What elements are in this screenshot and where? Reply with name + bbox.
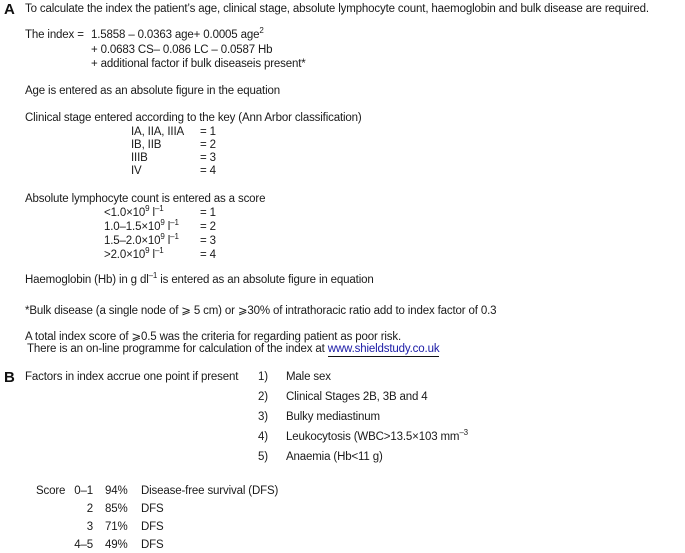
online-programme-text: There is an on-line programme for calculation of the index at [27,343,325,355]
dfs-label: DFS [141,503,164,515]
lymphocyte-score: = 4 [200,249,216,261]
stage-row-value: = 2 [200,139,216,151]
lymphocyte-score: = 3 [200,235,216,247]
lymphocyte-heading: Absolute lymphocyte count is entered as a score [25,193,266,205]
stage-row-value: = 3 [200,152,216,164]
stage-row-label: IV [131,165,142,177]
dfs-label: DFS [141,521,164,533]
stage-row-label: IB, IIB [131,139,162,151]
score-prefix: Score [36,485,66,497]
stage-row-label: IIIB [131,152,148,164]
age-note: Age is entered as an absolute figure in the equation [25,85,280,97]
stage-row-label: IA, IIA, IIIA [131,126,185,138]
formula-line-1 [91,26,264,41]
dfs-percent: 49% [105,539,128,551]
panel-a-label: A [4,1,15,18]
factor-text: Male sex [286,371,331,383]
lymphocyte-range: $1.0-1.5\times 10^9$ $l^{-1}$ [104,218,179,233]
shieldstudy-link[interactable]: www.shieldstudy.co.uk [327,343,440,355]
dfs-percent: 71% [105,521,128,533]
formula-line-2: + 0.0683 CS– 0.086 LC – 0.0587 Hb [91,44,273,56]
lymphocyte-score: = 2 [200,221,216,233]
poor-risk-note: A total index score of ⩾0.5 was the criteria for regarding patient as poor risk. [25,331,402,343]
score-value: 2 [86,503,93,515]
bulk-disease-note: *Bulk disease (a single node of ⩾ 5 cm) or ⩾30% of intrathoracic ratio add to index factor of 0.3 [25,305,497,317]
score-value: 3 [86,521,93,533]
panel-b-intro: Factors in index accrue one point if present [25,371,239,383]
stage-row-value: = 4 [200,165,216,177]
formula-line-3: + additional factor if bulk diseaseis present* [91,58,306,70]
formula-lhs: The index = [25,29,84,41]
factor-text: Leukocytosis (WBC>13.5×103 $mm^{-3}$ [286,428,468,443]
haemoglobin-note: Haemoglobin (Hb) in g $dl^{-1}$ is entered as an absolute figure in equation [25,271,374,286]
lymphocyte-score: = 1 [200,207,216,219]
factor-number: 3) [258,411,268,423]
factor-number: 2) [258,391,268,403]
factor-text: Anaemia (Hb<11 g) [286,451,383,463]
clinical-stage-heading: Clinical stage entered according to the key (Ann Arbor classification) [25,112,362,124]
factor-number: 4) [258,431,268,443]
dfs-percent: 85% [105,503,128,515]
lymphocyte-range: $1.5-2.0\times 10^9$ $l^{-1}$ [104,232,179,247]
score-value: 0–1 [74,485,93,497]
lymphocyte-range: $>2.0\times 10^9$ $l^{-1}$ [104,246,164,261]
formula-exponent: 2 [259,26,264,35]
panel-a-intro: To calculate the index the patient’s age, clinical stage, absolute lymphocyte count, haemoglobin and bulk disease are required. [25,3,649,15]
factor-text: Clinical Stages 2B, 3B and 4 [286,391,428,403]
online-programme-note [27,343,439,355]
dfs-percent: 94% [105,485,128,497]
dfs-label: DFS [141,539,164,551]
lymphocyte-range: $<1.0\times 10^9$ $l^{-1}$ [104,204,164,219]
factor-number: 1) [258,371,268,383]
score-value: 4–5 [74,539,93,551]
factor-number: 5) [258,451,268,463]
panel-b-label: B [4,369,15,386]
formula-line-1-text: 1.5858 – 0.0363 age+ 0.0005 age [91,29,260,41]
stage-row-value: = 1 [200,126,216,138]
factor-text: Bulky mediastinum [286,411,380,423]
dfs-label: Disease-free survival (DFS) [141,485,279,497]
